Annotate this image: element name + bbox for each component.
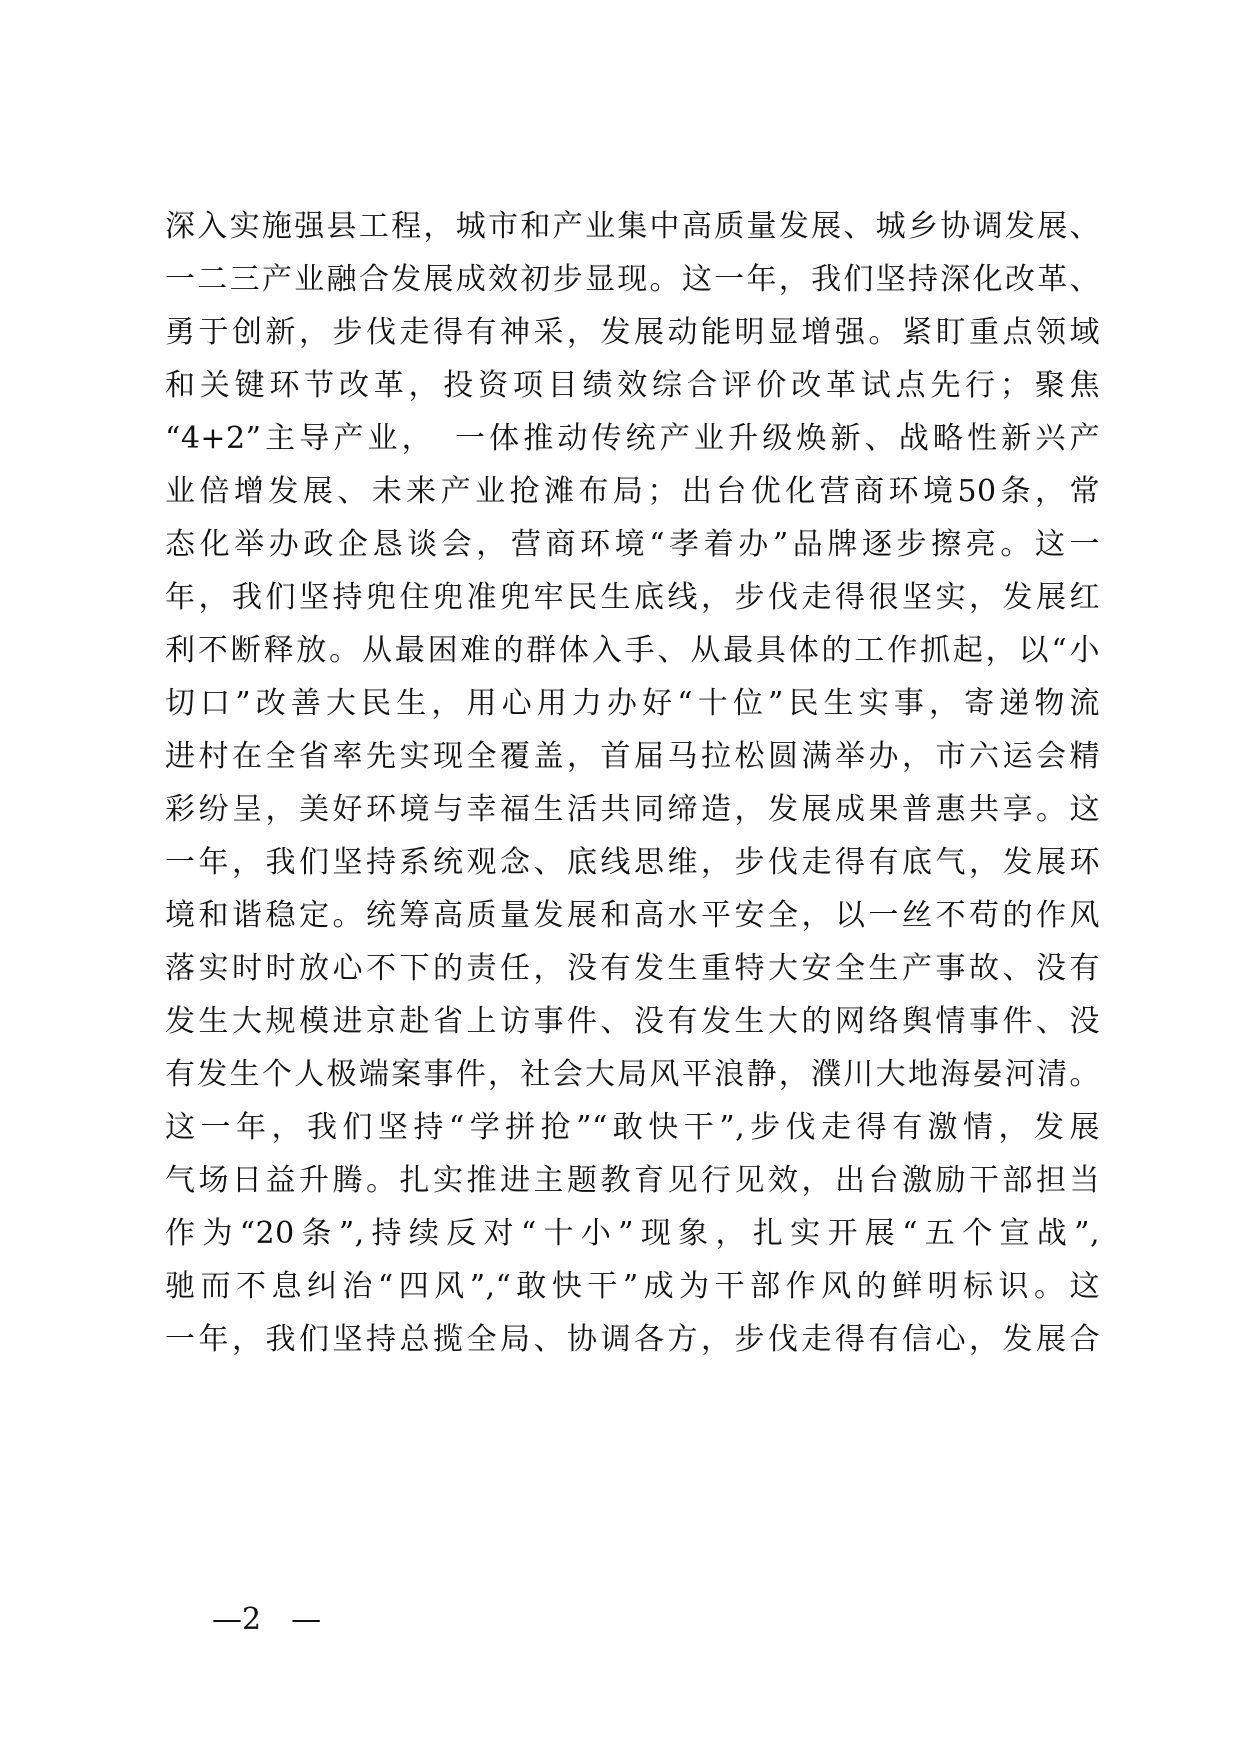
text-line: 作为“20条”,持续反对“十小”现象，扎实开展“五个宣战”, [165, 1216, 1100, 1251]
text-line: 一年，我们坚持系统观念、底线思维，步伐走得有底气，发展环 [165, 845, 1100, 880]
text-line: 这一年，我们坚持“学拼抢”“敢快干”,步伐走得有激情，发展 [165, 1110, 1100, 1145]
text-line: 落实时时放心不下的责任，没有发生重特大安全生产事故、没有 [165, 951, 1100, 986]
text-line: 发生大规模进京赴省上访事件、没有发生大的网络舆情事件、没 [165, 1004, 1100, 1039]
text-line: 业倍增发展、未来产业抢滩布局；出台优化营商环境50条，常 [165, 474, 1100, 509]
text-line: 气场日益升腾。扎实推进主题教育见行见效，出台激励干部担当 [165, 1163, 1100, 1198]
text-line: 驰而不息纠治“四风”,“敢快干”成为干部作风的鲜明标识。这 [165, 1269, 1100, 1304]
text-line: 切口”改善大民生，用心用力办好“十位”民生实事，寄递物流 [165, 686, 1100, 721]
text-line: 态化举办政企恳谈会，营商环境“孝着办”品牌逐步擦亮。这一 [165, 527, 1100, 562]
text-line: 进村在全省率先实现全覆盖，首届马拉松圆满举办，市六运会精 [165, 739, 1100, 774]
text-line: 年，我们坚持兜住兜准兜牢民生底线，步伐走得很坚实，发展红 [165, 580, 1100, 615]
text-line: 利不断释放。从最困难的群体入手、从最具体的工作抓起，以“小 [165, 633, 1100, 668]
body-paragraph [165, 200, 1100, 1366]
text-line: 一年，我们坚持总揽全局、协调各方，步伐走得有信心，发展合 [165, 1322, 1100, 1357]
text-line: 彩纷呈，美好环境与幸福生活共同缔造，发展成果普惠共享。这 [165, 792, 1100, 827]
page-number: —2 — [212, 1602, 322, 1637]
text-line: 勇于创新，步伐走得有神采，发展动能明显增强。紧盯重点领域 [165, 315, 1100, 350]
text-line: 和关键环节改革，投资项目绩效综合评价改革试点先行；聚焦 [165, 368, 1100, 403]
text-line: 境和谐稳定。统筹高质量发展和高水平安全，以一丝不苟的作风 [165, 898, 1100, 933]
text-line: 有发生个人极端案事件，社会大局风平浪静，濮川大地海晏河清。 [165, 1057, 1100, 1092]
text-line: 深入实施强县工程，城市和产业集中高质量发展、城乡协调发展、 [165, 209, 1100, 244]
text-line: “4+2”主导产业， 一体推动传统产业升级焕新、战略性新兴产 [165, 421, 1100, 456]
text-line: 一二三产业融合发展成效初步显现。这一年，我们坚持深化改革、 [165, 262, 1100, 297]
